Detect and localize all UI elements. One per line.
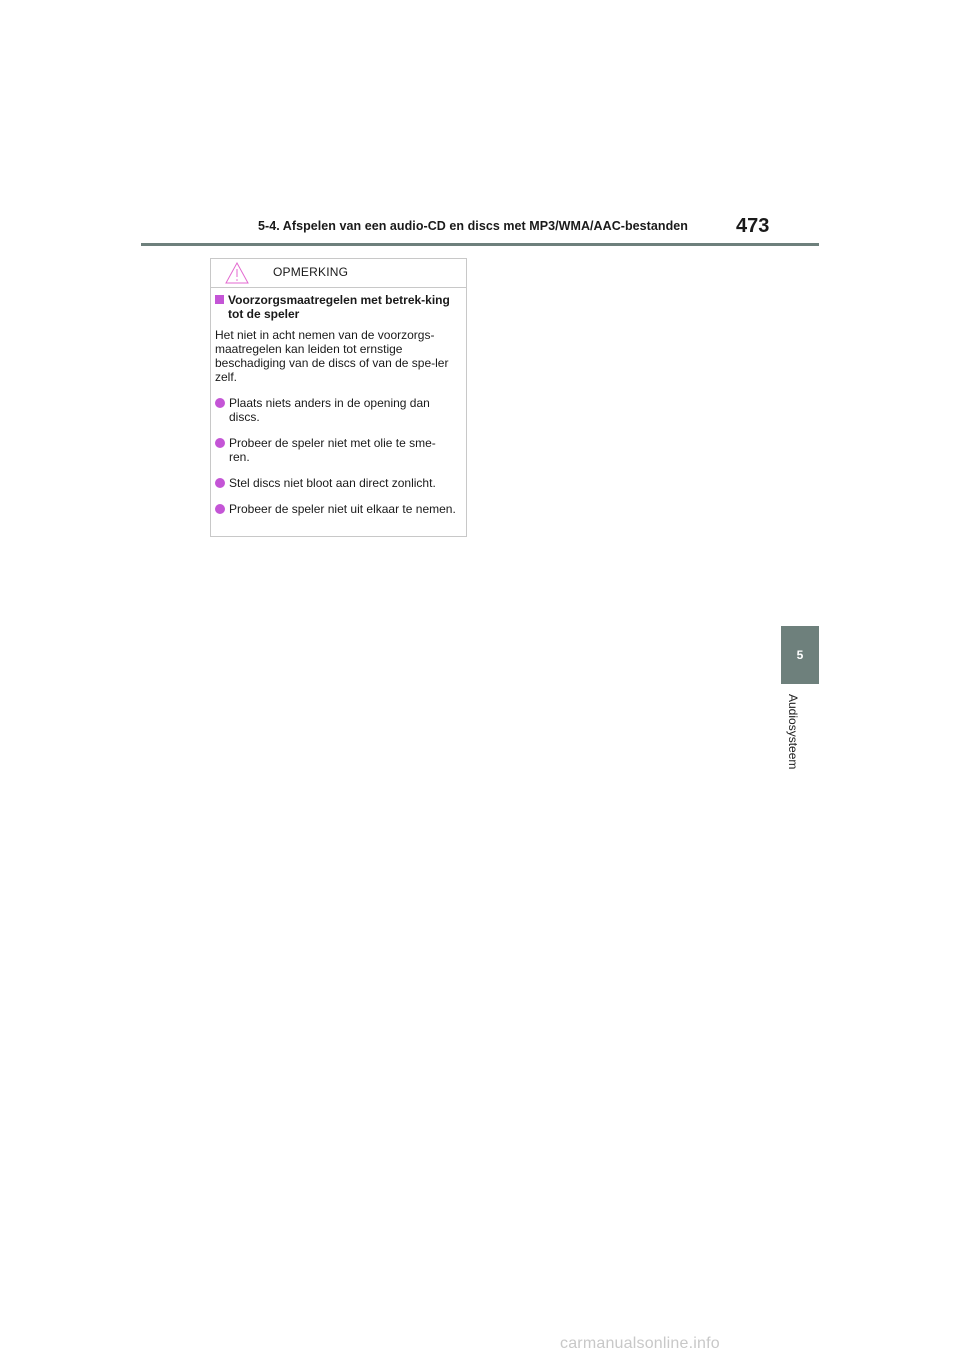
bullet-dot-icon xyxy=(215,438,225,448)
bullet-dot-icon xyxy=(215,398,225,408)
notice-header xyxy=(211,259,466,288)
list-item-text: Probeer de speler niet met olie te sme-ren. xyxy=(229,436,436,464)
list-item-text: Probeer de speler niet uit elkaar te nemen. xyxy=(229,502,456,516)
list-item-text: Stel discs niet bloot aan direct zonlicht. xyxy=(229,476,436,490)
section-heading xyxy=(215,293,456,321)
chapter-number: 5 xyxy=(796,648,804,662)
list-item xyxy=(215,436,456,464)
notice-box xyxy=(210,258,467,537)
section-heading-text: Voorzorgsmaatregelen met betrek-king tot de speler xyxy=(228,293,450,321)
bullet-dot-icon xyxy=(215,478,225,488)
square-bullet-icon xyxy=(215,295,224,304)
notice-title: OPMERKING xyxy=(273,265,349,279)
chapter-tab xyxy=(781,626,819,684)
section-title: 5-4. Afspelen van een audio-CD en discs met MP3/WMA/AAC-bestanden xyxy=(258,219,688,233)
list-item-text: Plaats niets anders in de opening dan discs. xyxy=(229,396,430,424)
watermark: carmanualsonline.info xyxy=(560,1335,720,1352)
page-number: 473 xyxy=(736,215,770,237)
chapter-label: Audiosysteem xyxy=(786,694,800,770)
list-item xyxy=(215,502,456,516)
warning-triangle-icon xyxy=(225,262,249,284)
list-item xyxy=(215,476,456,490)
intro-text: Het niet in acht nemen van de voorzorgs-maatregelen kan leiden tot ernstige beschadiging van de discs of van de spe-ler zelf. xyxy=(215,328,449,384)
notice-body xyxy=(211,288,466,516)
header-divider xyxy=(141,243,819,246)
list-item xyxy=(215,396,456,424)
bullet-dot-icon xyxy=(215,504,225,514)
